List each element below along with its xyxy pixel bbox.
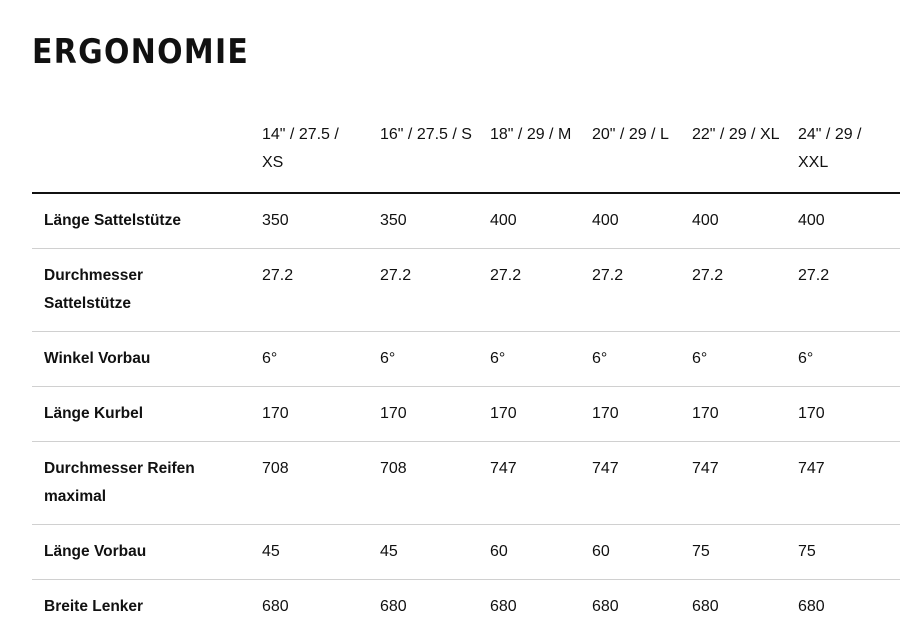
row-label: Länge Kurbel [32, 387, 262, 442]
table-cell: 170 [380, 387, 490, 442]
ergonomics-table [32, 110, 900, 634]
page-title: ERGONOMIE [32, 28, 249, 76]
table-row [32, 387, 900, 442]
table-cell: 400 [798, 193, 900, 249]
table-cell: 747 [490, 442, 592, 525]
table-cell: 75 [798, 525, 900, 580]
table-cell: 708 [262, 442, 380, 525]
column-header [380, 110, 490, 193]
table-row [32, 442, 900, 525]
table-row [32, 525, 900, 580]
table-cell: 708 [380, 442, 490, 525]
table-cell: 6° [262, 332, 380, 387]
table-header-row [32, 110, 900, 193]
table-cell: 680 [692, 580, 798, 634]
column-header [592, 110, 692, 193]
table-cell: 680 [592, 580, 692, 634]
table-cell: 6° [380, 332, 490, 387]
table-cell: 400 [692, 193, 798, 249]
column-header-label: 18" / 29 / M [490, 121, 585, 149]
column-header-label: 22" / 29 / XL [692, 121, 787, 149]
column-header [692, 110, 798, 193]
table-cell: 170 [798, 387, 900, 442]
column-header-label: 16" / 27.5 / S [380, 121, 475, 149]
table-row [32, 249, 900, 332]
table-cell: 680 [798, 580, 900, 634]
row-label: Durchmesser Sattelstütze [32, 249, 262, 332]
table-row [32, 332, 900, 387]
table-cell: 6° [692, 332, 798, 387]
table-cell: 27.2 [490, 249, 592, 332]
table-cell: 60 [592, 525, 692, 580]
column-header [798, 110, 900, 193]
column-header-label: 20" / 29 / L [592, 121, 687, 149]
table-cell: 400 [490, 193, 592, 249]
table-cell: 170 [262, 387, 380, 442]
table-cell: 747 [692, 442, 798, 525]
table-cell: 27.2 [380, 249, 490, 332]
header-label-cell [32, 110, 262, 193]
column-header [262, 110, 380, 193]
table-cell: 747 [592, 442, 692, 525]
column-header-label: 14" / 27.5 / XS [262, 121, 357, 177]
table-cell: 170 [692, 387, 798, 442]
column-header [490, 110, 592, 193]
table-cell: 747 [798, 442, 900, 525]
table-cell: 27.2 [692, 249, 798, 332]
table-cell: 400 [592, 193, 692, 249]
table-cell: 680 [490, 580, 592, 634]
table-cell: 60 [490, 525, 592, 580]
table-cell: 350 [262, 193, 380, 249]
table-cell: 350 [380, 193, 490, 249]
table-cell: 170 [592, 387, 692, 442]
column-header-label: 24" / 29 / XXL [798, 121, 893, 177]
table-row [32, 580, 900, 634]
table-cell: 27.2 [592, 249, 692, 332]
table-cell: 27.2 [262, 249, 380, 332]
row-label: Durchmesser Reifen maximal [32, 442, 262, 525]
table-cell: 45 [380, 525, 490, 580]
table-cell: 45 [262, 525, 380, 580]
table-row [32, 193, 900, 249]
table-cell: 680 [262, 580, 380, 634]
table-cell: 680 [380, 580, 490, 634]
row-label: Länge Vorbau [32, 525, 262, 580]
table-cell: 6° [798, 332, 900, 387]
table-cell: 6° [490, 332, 592, 387]
row-label: Winkel Vorbau [32, 332, 262, 387]
row-label: Länge Sattelstütze [32, 193, 262, 249]
row-label: Breite Lenker [32, 580, 262, 634]
table-cell: 6° [592, 332, 692, 387]
table-cell: 75 [692, 525, 798, 580]
table-cell: 170 [490, 387, 592, 442]
table-cell: 27.2 [798, 249, 900, 332]
